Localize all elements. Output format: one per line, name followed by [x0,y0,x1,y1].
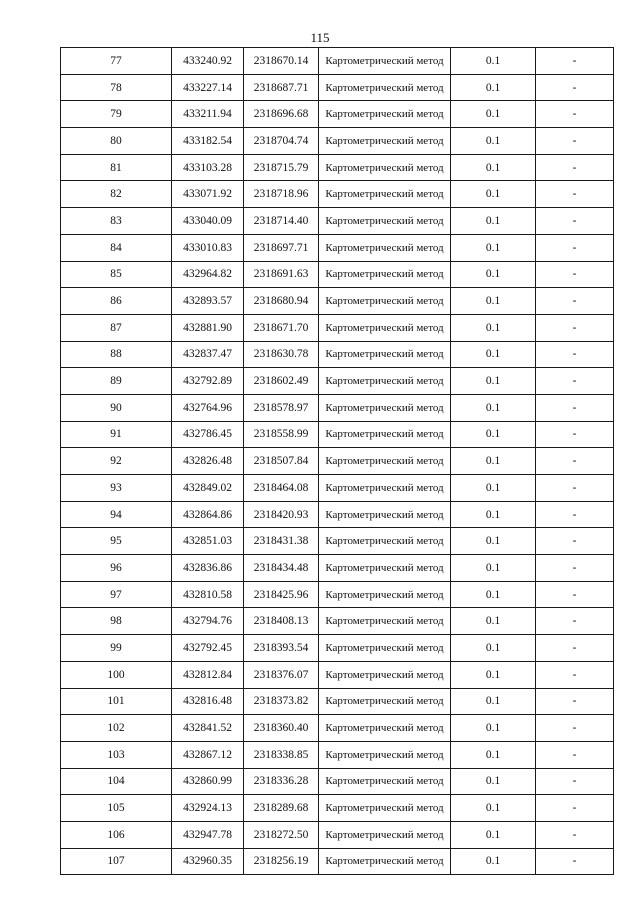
x-coordinate-cell: 432924.13 [172,795,244,822]
table-row [61,635,614,662]
y-coordinate-cell: 2318602.49 [244,368,319,395]
precision-cell: 0.1 [451,501,536,528]
precision-cell: 0.1 [451,768,536,795]
y-coordinate-cell: 2318408.13 [244,608,319,635]
method-cell: Картометрический метод [319,128,451,155]
point-number-cell: 88 [61,341,172,368]
x-coordinate-cell: 432764.96 [172,394,244,421]
note-cell: - [536,181,614,208]
method-cell: Картометрический метод [319,501,451,528]
point-number-cell: 77 [61,48,172,75]
page-number: 115 [310,30,330,45]
point-number-cell: 78 [61,74,172,101]
y-coordinate-cell: 2318256.19 [244,848,319,875]
table-row [61,288,614,315]
y-coordinate-cell: 2318464.08 [244,475,319,502]
point-number-cell: 84 [61,234,172,261]
method-cell: Картометрический метод [319,661,451,688]
table-row [61,608,614,635]
table-row [61,768,614,795]
point-number-cell: 107 [61,848,172,875]
method-cell: Картометрический метод [319,528,451,555]
y-coordinate-cell: 2318425.96 [244,581,319,608]
table-row [61,101,614,128]
point-number-cell: 98 [61,608,172,635]
table-row [61,341,614,368]
method-cell: Картометрический метод [319,208,451,235]
y-coordinate-cell: 2318272.50 [244,821,319,848]
method-cell: Картометрический метод [319,741,451,768]
y-coordinate-cell: 2318373.82 [244,688,319,715]
x-coordinate-cell: 432860.99 [172,768,244,795]
method-cell: Картометрический метод [319,368,451,395]
precision-cell: 0.1 [451,715,536,742]
x-coordinate-cell: 432836.86 [172,555,244,582]
method-cell: Картометрический метод [319,101,451,128]
note-cell: - [536,101,614,128]
table-row [61,688,614,715]
method-cell: Картометрический метод [319,288,451,315]
method-cell: Картометрический метод [319,768,451,795]
y-coordinate-cell: 2318434.48 [244,555,319,582]
x-coordinate-cell: 432810.58 [172,581,244,608]
precision-cell: 0.1 [451,448,536,475]
point-number-cell: 91 [61,421,172,448]
y-coordinate-cell: 2318670.14 [244,48,319,75]
table-row [61,715,614,742]
method-cell: Картометрический метод [319,475,451,502]
table-row [61,475,614,502]
y-coordinate-cell: 2318671.70 [244,314,319,341]
table-row [61,208,614,235]
precision-cell: 0.1 [451,128,536,155]
x-coordinate-cell: 432864.86 [172,501,244,528]
note-cell: - [536,795,614,822]
note-cell: - [536,608,614,635]
point-number-cell: 96 [61,555,172,582]
method-cell: Картометрический метод [319,608,451,635]
x-coordinate-cell: 433240.92 [172,48,244,75]
table-row [61,741,614,768]
table-row [61,528,614,555]
precision-cell: 0.1 [451,475,536,502]
precision-cell: 0.1 [451,821,536,848]
point-number-cell: 87 [61,314,172,341]
table-row [61,261,614,288]
y-coordinate-cell: 2318680.94 [244,288,319,315]
y-coordinate-cell: 2318630.78 [244,341,319,368]
method-cell: Картометрический метод [319,314,451,341]
x-coordinate-cell: 432851.03 [172,528,244,555]
method-cell: Картометрический метод [319,821,451,848]
table-row [61,128,614,155]
precision-cell: 0.1 [451,661,536,688]
note-cell: - [536,821,614,848]
x-coordinate-cell: 432893.57 [172,288,244,315]
precision-cell: 0.1 [451,314,536,341]
coordinates-table-body [61,48,614,875]
precision-cell: 0.1 [451,795,536,822]
point-number-cell: 106 [61,821,172,848]
precision-cell: 0.1 [451,208,536,235]
table-row [61,394,614,421]
method-cell: Картометрический метод [319,581,451,608]
precision-cell: 0.1 [451,288,536,315]
table-row [61,821,614,848]
note-cell: - [536,421,614,448]
x-coordinate-cell: 432792.45 [172,635,244,662]
precision-cell: 0.1 [451,101,536,128]
note-cell: - [536,368,614,395]
y-coordinate-cell: 2318376.07 [244,661,319,688]
precision-cell: 0.1 [451,581,536,608]
precision-cell: 0.1 [451,154,536,181]
method-cell: Картометрический метод [319,555,451,582]
precision-cell: 0.1 [451,421,536,448]
note-cell: - [536,501,614,528]
precision-cell: 0.1 [451,394,536,421]
table-row [61,795,614,822]
point-number-cell: 79 [61,101,172,128]
x-coordinate-cell: 433227.14 [172,74,244,101]
note-cell: - [536,394,614,421]
point-number-cell: 95 [61,528,172,555]
x-coordinate-cell: 433211.94 [172,101,244,128]
y-coordinate-cell: 2318289.68 [244,795,319,822]
x-coordinate-cell: 432867.12 [172,741,244,768]
table-row [61,848,614,875]
x-coordinate-cell: 432786.45 [172,421,244,448]
point-number-cell: 89 [61,368,172,395]
precision-cell: 0.1 [451,555,536,582]
precision-cell: 0.1 [451,635,536,662]
note-cell: - [536,555,614,582]
precision-cell: 0.1 [451,181,536,208]
point-number-cell: 97 [61,581,172,608]
note-cell: - [536,768,614,795]
note-cell: - [536,528,614,555]
table-row [61,181,614,208]
y-coordinate-cell: 2318360.40 [244,715,319,742]
y-coordinate-cell: 2318696.68 [244,101,319,128]
note-cell: - [536,314,614,341]
note-cell: - [536,74,614,101]
y-coordinate-cell: 2318336.28 [244,768,319,795]
note-cell: - [536,448,614,475]
point-number-cell: 82 [61,181,172,208]
point-number-cell: 103 [61,741,172,768]
method-cell: Картометрический метод [319,341,451,368]
x-coordinate-cell: 432964.82 [172,261,244,288]
method-cell: Картометрический метод [319,848,451,875]
point-number-cell: 101 [61,688,172,715]
table-row [61,501,614,528]
method-cell: Картометрический метод [319,261,451,288]
y-coordinate-cell: 2318704.74 [244,128,319,155]
note-cell: - [536,341,614,368]
y-coordinate-cell: 2318691.63 [244,261,319,288]
x-coordinate-cell: 432841.52 [172,715,244,742]
table-row [61,314,614,341]
y-coordinate-cell: 2318420.93 [244,501,319,528]
precision-cell: 0.1 [451,741,536,768]
method-cell: Картометрический метод [319,715,451,742]
table-row [61,234,614,261]
note-cell: - [536,848,614,875]
x-coordinate-cell: 433040.09 [172,208,244,235]
precision-cell: 0.1 [451,234,536,261]
precision-cell: 0.1 [451,368,536,395]
table-row [61,154,614,181]
method-cell: Картометрический метод [319,421,451,448]
point-number-cell: 102 [61,715,172,742]
point-number-cell: 99 [61,635,172,662]
precision-cell: 0.1 [451,74,536,101]
x-coordinate-cell: 432794.76 [172,608,244,635]
method-cell: Картометрический метод [319,394,451,421]
note-cell: - [536,128,614,155]
table-row [61,368,614,395]
note-cell: - [536,475,614,502]
x-coordinate-cell: 432826.48 [172,448,244,475]
note-cell: - [536,48,614,75]
note-cell: - [536,741,614,768]
method-cell: Картометрический метод [319,154,451,181]
note-cell: - [536,208,614,235]
precision-cell: 0.1 [451,688,536,715]
table-row [61,48,614,75]
x-coordinate-cell: 433103.28 [172,154,244,181]
y-coordinate-cell: 2318687.71 [244,74,319,101]
y-coordinate-cell: 2318393.54 [244,635,319,662]
table-row [61,74,614,101]
method-cell: Картометрический метод [319,181,451,208]
note-cell: - [536,715,614,742]
note-cell: - [536,635,614,662]
note-cell: - [536,661,614,688]
method-cell: Картометрический метод [319,48,451,75]
x-coordinate-cell: 433071.92 [172,181,244,208]
x-coordinate-cell: 432849.02 [172,475,244,502]
x-coordinate-cell: 433010.83 [172,234,244,261]
note-cell: - [536,154,614,181]
point-number-cell: 90 [61,394,172,421]
point-number-cell: 100 [61,661,172,688]
table-row [61,555,614,582]
x-coordinate-cell: 432881.90 [172,314,244,341]
note-cell: - [536,234,614,261]
method-cell: Картометрический метод [319,448,451,475]
x-coordinate-cell: 432947.78 [172,821,244,848]
table-row [61,581,614,608]
y-coordinate-cell: 2318431.38 [244,528,319,555]
point-number-cell: 83 [61,208,172,235]
point-number-cell: 93 [61,475,172,502]
note-cell: - [536,261,614,288]
y-coordinate-cell: 2318507.84 [244,448,319,475]
point-number-cell: 104 [61,768,172,795]
y-coordinate-cell: 2318578.97 [244,394,319,421]
y-coordinate-cell: 2318338.85 [244,741,319,768]
coordinates-table [60,47,614,875]
x-coordinate-cell: 432960.35 [172,848,244,875]
table-row [61,448,614,475]
note-cell: - [536,688,614,715]
precision-cell: 0.1 [451,341,536,368]
precision-cell: 0.1 [451,48,536,75]
precision-cell: 0.1 [451,848,536,875]
note-cell: - [536,581,614,608]
point-number-cell: 80 [61,128,172,155]
y-coordinate-cell: 2318697.71 [244,234,319,261]
method-cell: Картометрический метод [319,74,451,101]
precision-cell: 0.1 [451,608,536,635]
y-coordinate-cell: 2318718.96 [244,181,319,208]
table-row [61,421,614,448]
note-cell: - [536,288,614,315]
point-number-cell: 86 [61,288,172,315]
precision-cell: 0.1 [451,528,536,555]
method-cell: Картометрический метод [319,635,451,662]
x-coordinate-cell: 432792.89 [172,368,244,395]
point-number-cell: 85 [61,261,172,288]
point-number-cell: 81 [61,154,172,181]
method-cell: Картометрический метод [319,234,451,261]
precision-cell: 0.1 [451,261,536,288]
y-coordinate-cell: 2318715.79 [244,154,319,181]
point-number-cell: 94 [61,501,172,528]
x-coordinate-cell: 433182.54 [172,128,244,155]
point-number-cell: 105 [61,795,172,822]
y-coordinate-cell: 2318714.40 [244,208,319,235]
x-coordinate-cell: 432837.47 [172,341,244,368]
x-coordinate-cell: 432816.48 [172,688,244,715]
table-row [61,661,614,688]
method-cell: Картометрический метод [319,688,451,715]
point-number-cell: 92 [61,448,172,475]
method-cell: Картометрический метод [319,795,451,822]
y-coordinate-cell: 2318558.99 [244,421,319,448]
x-coordinate-cell: 432812.84 [172,661,244,688]
